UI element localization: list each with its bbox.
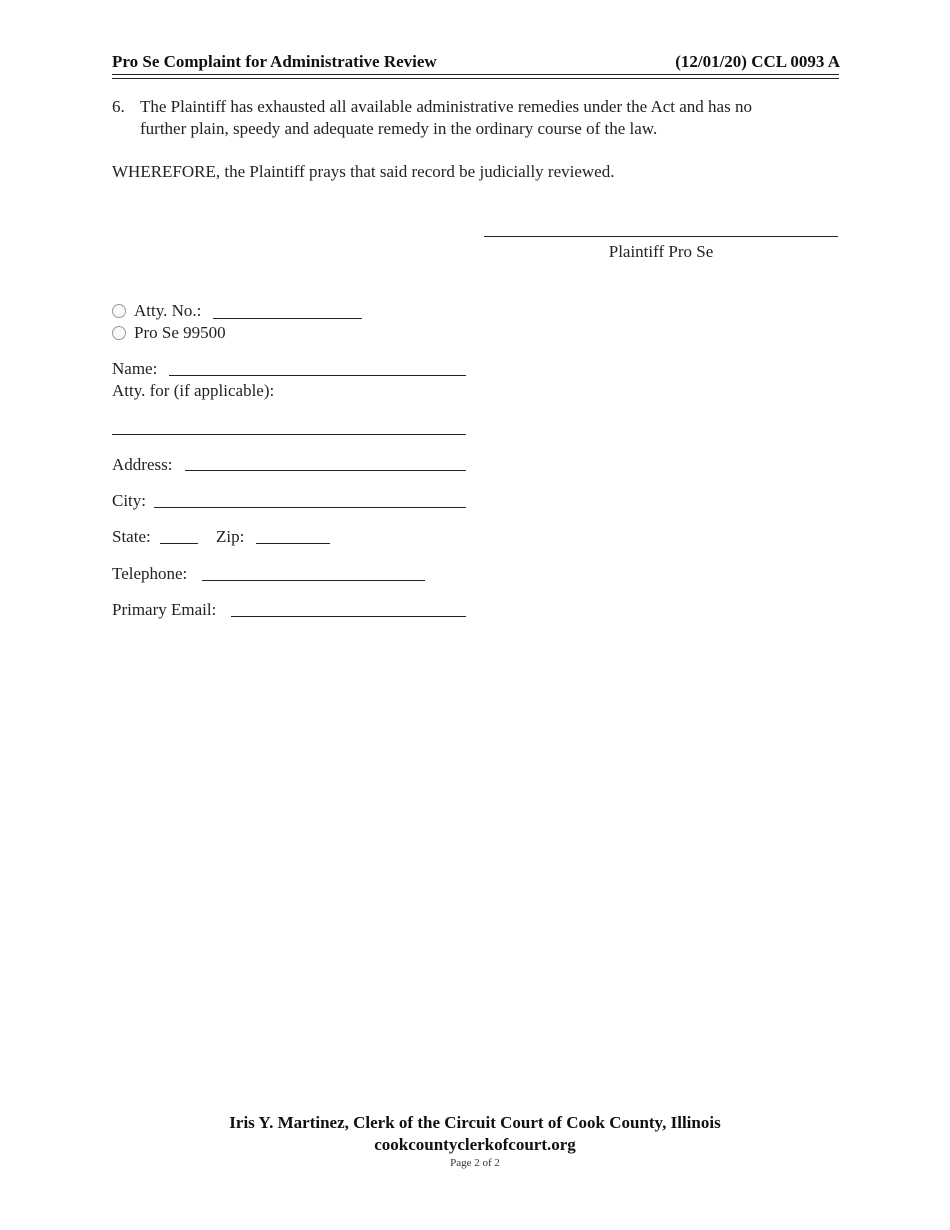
telephone-field[interactable] bbox=[202, 580, 425, 581]
name-label: Name: bbox=[112, 359, 158, 378]
paragraph-6-line-1: The Plaintiff has exhausted all available administrative remedies under the Act and has no bbox=[140, 97, 752, 116]
paragraph-6 bbox=[112, 96, 832, 140]
form-code: (12/01/20) CCL 0093 A bbox=[675, 52, 840, 71]
telephone-label: Telephone: bbox=[112, 564, 188, 583]
form-title: Pro Se Complaint for Administrative Review bbox=[112, 52, 437, 71]
signature-line[interactable] bbox=[484, 236, 838, 237]
paragraph-6-line-2: further plain, speedy and adequate remedy in the ordinary course of the law. bbox=[140, 119, 658, 138]
pro-se-radio[interactable] bbox=[112, 326, 126, 340]
atty-for-label: Atty. for (if applicable): bbox=[112, 381, 275, 400]
page-number: Page 2 of 2 bbox=[450, 1157, 500, 1169]
paragraph-6-text bbox=[140, 96, 820, 140]
signature-label: Plaintiff Pro Se bbox=[608, 242, 714, 261]
atty-no-field[interactable] bbox=[213, 318, 362, 319]
header-rule-top bbox=[112, 74, 839, 75]
clerk-name: Iris Y. Martinez, Clerk of the Circuit Court of Cook County, Illinois bbox=[229, 1113, 721, 1132]
email-field[interactable] bbox=[231, 616, 466, 617]
state-label: State: bbox=[112, 527, 151, 546]
email-label: Primary Email: bbox=[112, 600, 217, 619]
address-field[interactable] bbox=[185, 470, 466, 471]
atty-for-field[interactable] bbox=[112, 434, 466, 435]
address-label: Address: bbox=[112, 455, 173, 474]
paragraph-number: 6. bbox=[112, 97, 125, 116]
name-field[interactable] bbox=[169, 375, 466, 376]
header-rule-bottom bbox=[112, 78, 839, 79]
pro-se-label: Pro Se 99500 bbox=[134, 323, 226, 342]
city-field[interactable] bbox=[154, 507, 466, 508]
zip-label: Zip: bbox=[216, 527, 245, 546]
atty-no-label: Atty. No.: bbox=[134, 301, 202, 320]
wherefore-clause: WHEREFORE, the Plaintiff prays that said record be judicially reviewed. bbox=[112, 162, 615, 181]
city-label: City: bbox=[112, 491, 147, 510]
atty-no-radio[interactable] bbox=[112, 304, 126, 318]
clerk-website: cookcountyclerkofcourt.org bbox=[374, 1135, 576, 1154]
zip-field[interactable] bbox=[256, 543, 330, 544]
state-field[interactable] bbox=[160, 543, 198, 544]
